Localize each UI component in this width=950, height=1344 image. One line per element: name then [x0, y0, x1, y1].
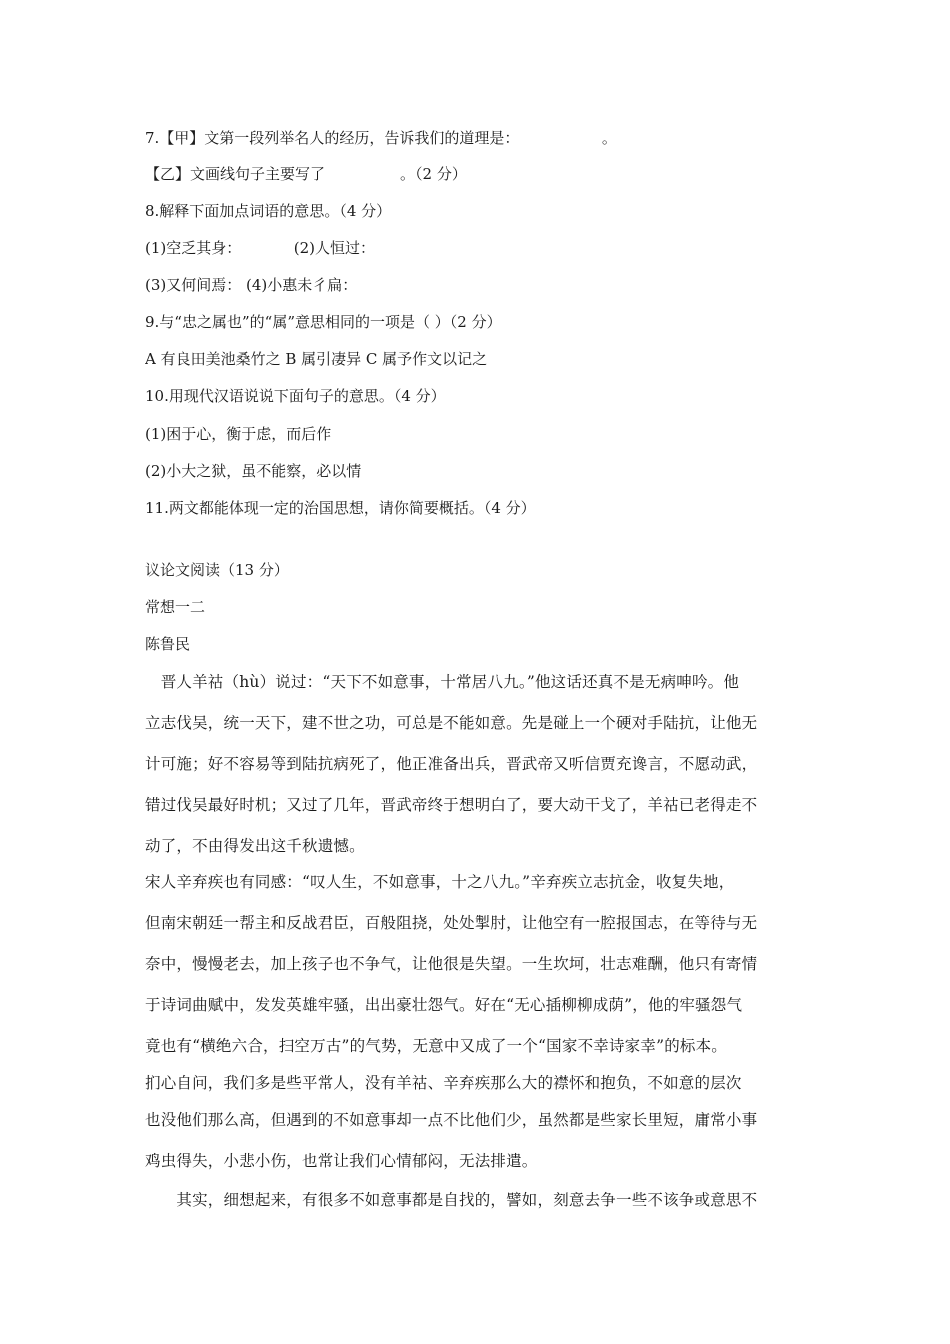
- article-line: 晋人羊祜（hù）说过：“天下不如意事，十常居八九。”他这话还真不是无病呻吟。他: [145, 673, 740, 691]
- article-title: 常想一二: [145, 598, 206, 616]
- article-line: 立志伐吴，统一天下，建不世之功，可总是不能如意。先是碰上一个硬对手陆抗，让他无: [145, 714, 758, 732]
- question-10-item-2: (2)小大之狱，虽不能察，必以情: [145, 462, 362, 480]
- question-9-options: A 有良田美池桑竹之 B 属引凄异 C 属予作文以记之: [145, 350, 488, 368]
- question-7-line-2: 【乙】文画线句子主要写了 。（2 分）: [145, 165, 467, 183]
- article-line: 但南宋朝廷一帮主和反战君臣，百般阻挠，处处掣肘，让他空有一腔报国志，在等待与无: [145, 914, 758, 932]
- question-11: 11.两文都能体现一定的治国思想，请你简要概括。（4 分）: [145, 499, 536, 517]
- article-line: 其实，细想起来，有很多不如意事都是自找的，譬如，刻意去争一些不该争或意思不: [145, 1191, 758, 1209]
- article-line: 宋人辛弃疾也有同感：“叹人生，不如意事，十之八九。”辛弃疾立志抗金，收复失地，: [145, 873, 735, 891]
- article-line: 扪心自问，我们多是些平常人，没有羊祜、辛弃疾那么大的襟怀和抱负，不如意的层次: [145, 1074, 742, 1092]
- question-7-line-1: 7.【甲】文第一段列举名人的经历，告诉我们的道理是： 。: [145, 129, 617, 147]
- article-line: 鸡虫得失，小悲小伤，也常让我们心情郁闷，无法排遣。: [145, 1152, 538, 1170]
- article-line: 奈中，慢慢老去，加上孩子也不争气，让他很是失望。一生坎坷，壮志难酬，他只有寄情: [145, 955, 758, 973]
- article-line: 动了，不由得发出这千秋遗憾。: [145, 837, 365, 855]
- question-9: 9.与“忠之属也”的“属”意思相同的一项是（ ）（2 分）: [145, 313, 502, 331]
- article-line: 竟也有“横绝六合，扫空万古”的气势，无意中又成了一个“国家不幸诗家幸”的标本。: [145, 1037, 727, 1055]
- article-line: 错过伐吴最好时机；又过了几年，晋武帝终于想明白了，要大动干戈了，羊祜已老得走不: [145, 796, 758, 814]
- question-8-items-1: (1)空乏其身： (2)人恒过：: [145, 239, 375, 257]
- article-line: 也没他们那么高，但遇到的不如意事却一点不比他们少，虽然都是些家长里短，庸常小事: [145, 1111, 758, 1129]
- question-10: 10.用现代汉语说说下面句子的意思。（4 分）: [145, 387, 446, 405]
- article-author: 陈鲁民: [145, 635, 191, 653]
- question-8: 8.解释下面加点词语的意思。（4 分）: [145, 202, 392, 220]
- article-line: 计可施；好不容易等到陆抗病死了，他正准备出兵，晋武帝又听信贾充谗言，不愿动武，: [145, 755, 758, 773]
- question-10-item-1: (1)困于心，衡于虑，而后作: [145, 425, 332, 443]
- question-8-items-2: (3)又何间焉： (4)小惠未彳扁：: [145, 276, 358, 294]
- section-title: 议论文阅读（13 分）: [145, 561, 289, 579]
- article-line: 于诗词曲赋中，发发英雄牢骚，出出豪壮怨气。好在“无心插柳柳成荫”，他的牢骚怨气: [145, 996, 743, 1014]
